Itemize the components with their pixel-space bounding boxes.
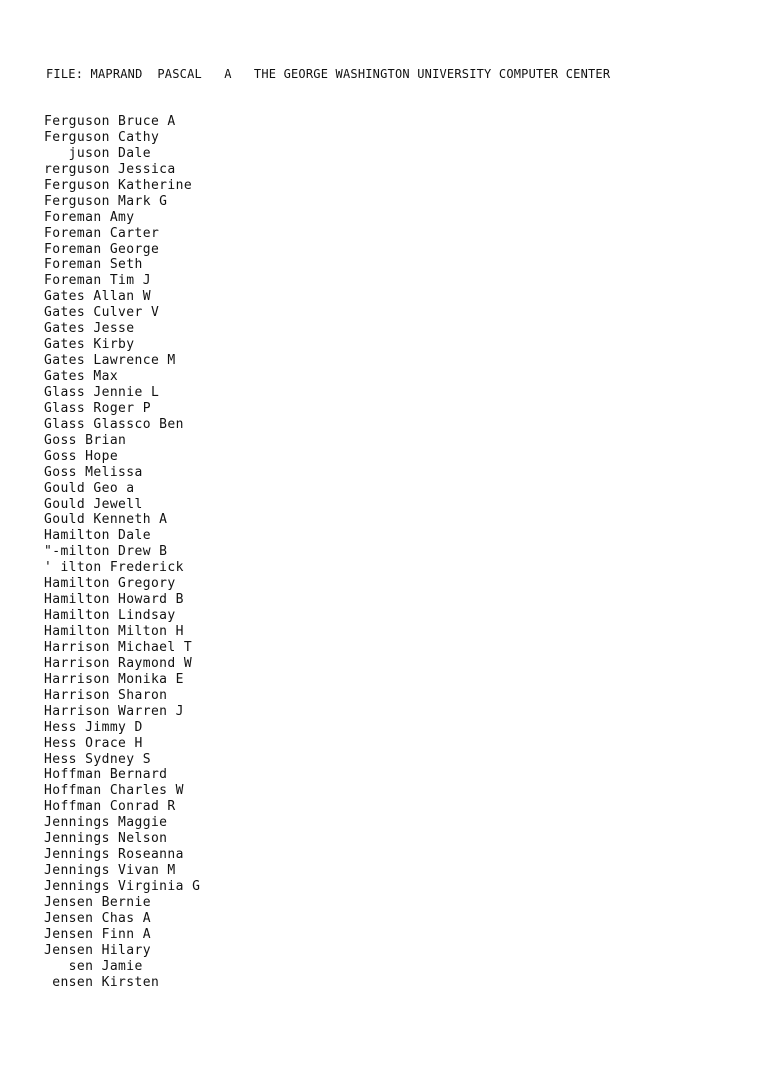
list-item: Hamilton Gregory [44,576,176,592]
list-item: Glass Jennie L [44,384,160,400]
list-item: Harrison Monika E [44,671,184,687]
list-item: Gates Allan W [44,289,151,305]
list-item: Goss Hope [44,448,119,464]
list-item: Harrison Raymond W [44,655,193,671]
list-item: Jensen Finn A [44,926,151,942]
list-item: Hess Orace H [44,735,143,751]
list-item: Jennings Vivan M [44,863,176,879]
list-item: Glass Glassco Ben [44,416,184,432]
list-item: Glass Roger P [44,400,151,416]
list-item: Hoffman Conrad R [44,799,176,815]
list-item: Foreman Carter [44,225,160,241]
list-item: Foreman Tim J [44,273,151,289]
list-item: Ferguson Katherine [44,177,193,193]
list-item: Harrison Sharon [44,687,168,703]
list-item: Hoffman Charles W [44,783,184,799]
list-item: Gates Max [44,369,119,384]
list-item: Jennings Maggie [44,815,168,831]
list-item: Jennings Roseanna [44,847,184,863]
list-item: Ferguson Cathy [44,129,160,145]
list-item: Harrison Michael T [44,639,193,655]
list-item: Gould Jewell [44,496,143,512]
list-item: Hamilton Milton H [44,624,184,639]
list-item: "-milton Drew B [44,544,168,560]
list-item: ' ilton Frederick [44,560,184,576]
list-item: Hamilton Dale [44,528,151,544]
list-item: Jensen Chas A [44,910,151,926]
list-item: Goss Melissa [44,464,143,480]
list-item: Foreman Amy [44,209,135,225]
list-item: Jensen Hilary [44,942,151,958]
name-list [44,114,200,991]
list-item: Jennings Nelson [44,831,168,847]
list-item: Gates Jesse [44,321,135,337]
list-item: Gould Kenneth A [44,512,168,528]
list-item: Ferguson Bruce A [44,114,176,129]
list-item: Ferguson Mark G [44,193,168,209]
list-item: rerguson Jessica [44,161,176,177]
list-item: Goss Brian [44,432,127,448]
list-item: ensen Kirsten [44,974,160,990]
file-header: FILE: MAPRAND PASCAL A THE GEORGE WASHINGTON UNIVERSITY COMPUTER CENTER [46,67,611,81]
list-item: Hamilton Lindsay [44,608,176,624]
list-item: Hess Jimmy D [44,719,143,735]
list-item: Gould Geo a [44,480,135,496]
list-item: juson Dale [44,145,151,161]
list-item: Hess Sydney S [44,751,151,767]
list-item: Harrison Warren J [44,703,184,719]
list-item: Gates Lawrence M [44,353,176,369]
list-item: Hoffman Bernard [44,767,168,783]
list-item: Jennings Virginia G [44,879,201,894]
list-item: Gates Kirby [44,337,135,353]
list-item: Foreman Seth [44,257,143,273]
list-item: Hamilton Howard B [44,592,184,608]
list-item: Foreman George [44,241,160,257]
list-item: sen Jamie [44,958,143,974]
list-item: Jensen Bernie [44,894,151,910]
list-item: Gates Culver V [44,305,160,321]
